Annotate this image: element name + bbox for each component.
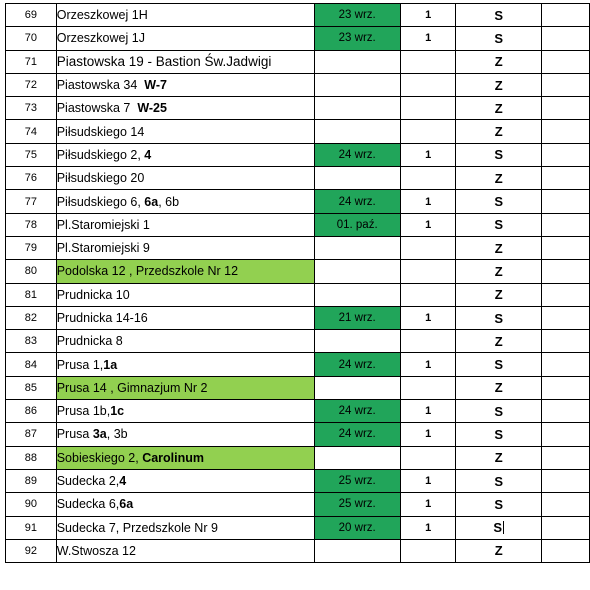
type-code: S [494,426,504,442]
row-number-cell[interactable]: 78 [6,213,57,236]
type-code: Z [494,77,503,93]
type-code: S [493,520,503,536]
type-cell[interactable] [456,493,542,516]
type-cell[interactable] [456,516,542,539]
table-row [6,260,590,283]
row-number-cell[interactable]: 83 [6,330,57,353]
count-cell[interactable]: 1 [400,516,456,539]
type-code: S [494,194,504,210]
table-row [6,353,590,376]
type-code: S [494,473,504,489]
empty-cell[interactable] [542,236,590,259]
row-number-cell[interactable]: 73 [6,97,57,120]
count-cell[interactable] [400,539,456,562]
type-cell[interactable] [456,260,542,283]
date-cell[interactable] [314,539,400,562]
street-text: Sudecka 6, [56,497,120,512]
type-code: S [494,403,504,419]
date-cell[interactable]: 24 wrz. [314,190,400,213]
table-row [6,143,590,166]
type-cell[interactable] [456,50,542,73]
street-cell[interactable] [56,516,314,539]
street-cell[interactable] [56,376,314,399]
type-code: S [494,357,504,373]
empty-cell[interactable] [542,143,590,166]
type-code: Z [494,263,503,279]
empty-cell[interactable] [542,423,590,446]
date-cell[interactable]: 24 wrz. [314,143,400,166]
date-cell[interactable]: 23 wrz. [314,27,400,50]
type-cell[interactable] [456,4,542,27]
type-code: Z [494,543,503,559]
date-cell[interactable] [314,73,400,96]
count-cell[interactable] [400,376,456,399]
date-cell[interactable]: 24 wrz. [314,353,400,376]
street-text: Prusa 1b, [56,404,111,419]
empty-cell[interactable] [542,469,590,492]
street-text: 4 [144,147,152,162]
date-cell[interactable] [314,330,400,353]
empty-cell[interactable] [542,516,590,539]
date-cell[interactable] [314,97,400,120]
street-text: Pl.Staromiejski 1 [56,217,150,232]
row-number-cell[interactable]: 80 [6,260,57,283]
empty-cell[interactable] [542,376,590,399]
count-cell[interactable] [400,330,456,353]
type-code: Z [494,287,503,303]
table-row [6,73,590,96]
street-cell[interactable] [56,330,314,353]
table-row [6,306,590,329]
date-cell[interactable] [314,446,400,469]
street-cell[interactable] [56,260,314,283]
street-text: Piastowska 34 [56,78,145,93]
type-cell[interactable] [456,376,542,399]
count-cell[interactable]: 1 [400,213,456,236]
type-cell[interactable] [456,330,542,353]
type-cell[interactable] [456,190,542,213]
street-text: Podolska 12 , Przedszkole Nr 12 [56,264,239,279]
empty-cell[interactable] [542,120,590,143]
count-cell[interactable]: 1 [400,423,456,446]
street-cell[interactable] [56,190,314,213]
empty-cell[interactable] [542,353,590,376]
street-text: Prudnicka 10 [56,287,130,302]
row-number-cell[interactable]: 74 [6,120,57,143]
row-number-cell[interactable]: 71 [6,50,57,73]
empty-cell[interactable] [542,260,590,283]
empty-cell[interactable] [542,50,590,73]
street-text: Piłsudskiego 6, [56,194,145,209]
date-cell[interactable] [314,167,400,190]
street-text: , 3b [106,427,128,442]
type-cell[interactable] [456,423,542,446]
date-cell[interactable]: 01. paź. [314,213,400,236]
date-cell[interactable] [314,236,400,259]
type-cell[interactable] [456,73,542,96]
street-cell[interactable] [56,446,314,469]
street-cell[interactable] [56,400,314,423]
type-code: Z [494,170,503,186]
count-cell[interactable] [400,260,456,283]
street-text: W.Stwosza 12 [56,543,136,558]
empty-cell[interactable] [542,330,590,353]
street-text: Piłsudskiego 20 [56,171,145,186]
type-code: Z [494,240,503,256]
date-cell[interactable]: 23 wrz. [314,4,400,27]
street-cell[interactable] [56,213,314,236]
street-text: Orzeszkowej 1J [56,31,145,46]
type-cell[interactable] [456,539,542,562]
count-cell[interactable] [400,50,456,73]
type-cell[interactable] [456,27,542,50]
type-cell[interactable] [456,120,542,143]
date-cell[interactable]: 24 wrz. [314,400,400,423]
type-code: Z [494,333,503,349]
street-text: 1c [110,404,125,419]
table-row [6,516,590,539]
type-cell[interactable] [456,167,542,190]
street-cell[interactable] [56,50,314,73]
empty-cell[interactable] [542,97,590,120]
street-text: W-7 [144,78,167,93]
table-row [6,400,590,423]
row-number-cell[interactable]: 70 [6,27,57,50]
street-text: 1a [103,357,118,372]
count-cell[interactable]: 1 [400,27,456,50]
type-cell[interactable] [456,446,542,469]
date-cell[interactable]: 25 wrz. [314,493,400,516]
type-code: S [494,30,504,46]
street-text: Prudnicka 14-16 [56,311,148,325]
row-number-cell[interactable]: 75 [6,143,57,166]
street-text: 6a [119,497,134,512]
type-cell[interactable] [456,306,542,329]
type-code: Z [494,100,503,116]
street-text: Piastowska 19 - Bastion Św.Jadwigi [56,54,272,70]
table-body [6,4,590,563]
table-row [6,213,590,236]
date-cell[interactable]: 25 wrz. [314,469,400,492]
table-row [6,4,590,27]
row-number-cell[interactable]: 90 [6,493,57,516]
street-cell[interactable] [56,469,314,492]
type-cell[interactable] [456,283,542,306]
type-cell[interactable] [456,236,542,259]
street-text: 3a [92,427,107,442]
street-cell[interactable] [56,73,314,96]
street-text: 6a [144,194,159,209]
count-cell[interactable] [400,283,456,306]
date-cell[interactable] [314,50,400,73]
table-row [6,27,590,50]
date-cell[interactable]: 20 wrz. [314,516,400,539]
street-cell[interactable] [56,539,314,562]
empty-cell[interactable] [542,27,590,50]
count-cell[interactable] [400,97,456,120]
empty-cell[interactable] [542,493,590,516]
row-number-cell[interactable]: 72 [6,73,57,96]
street-text: Prusa 14 , Gimnazjum Nr 2 [56,380,208,395]
type-code: S [494,310,504,326]
table-row [6,97,590,120]
type-cell[interactable] [456,353,542,376]
count-cell[interactable] [400,236,456,259]
street-text: Piłsudskiego 14 [56,124,145,139]
street-text: Pl.Staromiejski 9 [56,241,150,256]
street-cell[interactable] [56,493,314,516]
table-row [6,190,590,213]
count-cell[interactable]: 1 [400,493,456,516]
date-cell[interactable]: 24 wrz. [314,423,400,446]
type-cell[interactable] [456,469,542,492]
street-cell[interactable] [56,120,314,143]
street-text: Sobieskiego 2, [56,450,143,465]
type-cell[interactable] [456,400,542,423]
type-cell[interactable] [456,213,542,236]
count-cell[interactable]: 1 [400,306,456,329]
empty-cell[interactable] [542,73,590,96]
type-code: S [494,496,504,512]
empty-cell[interactable] [542,283,590,306]
count-cell[interactable]: 1 [400,353,456,376]
empty-cell[interactable] [542,306,590,329]
type-code: Z [494,380,503,396]
count-cell[interactable] [400,73,456,96]
row-number-cell[interactable]: 86 [6,400,57,423]
type-code: Z [494,450,503,466]
row-number-cell[interactable]: 91 [6,516,57,539]
row-number-cell[interactable]: 79 [6,236,57,259]
count-cell[interactable] [400,120,456,143]
type-cell[interactable] [456,143,542,166]
street-text: Orzeszkowej 1H [56,8,148,23]
table-row [6,236,590,259]
street-cell[interactable] [56,306,314,329]
empty-cell[interactable] [542,190,590,213]
street-cell[interactable] [56,27,314,50]
type-code: S [494,147,504,163]
count-cell[interactable]: 1 [400,400,456,423]
row-number-cell[interactable]: 89 [6,469,57,492]
street-text: Prusa 1, [56,357,104,372]
row-number-cell[interactable]: 85 [6,376,57,399]
type-code: Z [494,54,503,70]
count-cell[interactable]: 1 [400,469,456,492]
empty-cell[interactable] [542,400,590,423]
street-cell[interactable] [56,283,314,306]
street-text: 4 [119,474,127,489]
date-cell[interactable] [314,260,400,283]
date-cell[interactable] [314,120,400,143]
row-number-cell[interactable]: 77 [6,190,57,213]
row-number-cell[interactable]: 82 [6,306,57,329]
table-row [6,539,590,562]
row-number-cell[interactable]: 92 [6,539,57,562]
table-row [6,167,590,190]
count-cell[interactable]: 1 [400,190,456,213]
street-cell[interactable] [56,353,314,376]
row-number-cell[interactable]: 87 [6,423,57,446]
row-number-cell[interactable]: 76 [6,167,57,190]
row-number-cell[interactable]: 81 [6,283,57,306]
empty-cell[interactable] [542,167,590,190]
type-code: Z [494,124,503,140]
row-number-cell[interactable]: 69 [6,4,57,27]
count-cell[interactable] [400,167,456,190]
table-row [6,469,590,492]
table-row [6,50,590,73]
address-table [5,3,590,563]
street-cell[interactable] [56,4,314,27]
empty-cell[interactable] [542,213,590,236]
street-text: Prusa [56,427,93,442]
date-cell[interactable]: 21 wrz. [314,306,400,329]
date-cell[interactable] [314,283,400,306]
street-cell[interactable] [56,167,314,190]
street-text: , 6b [158,194,180,209]
street-text: Prudnicka 8 [56,334,123,349]
street-text: Piastowska 7 [56,101,138,116]
type-code: S [494,217,504,233]
count-cell[interactable] [400,446,456,469]
table-row [6,330,590,353]
street-cell[interactable] [56,143,314,166]
empty-cell[interactable] [542,4,590,27]
table-row [6,423,590,446]
type-cell[interactable] [456,97,542,120]
table-row [6,120,590,143]
street-text: Sudecka 2, [56,474,120,489]
row-number-cell[interactable]: 84 [6,353,57,376]
empty-cell[interactable] [542,446,590,469]
count-cell[interactable]: 1 [400,4,456,27]
table-row [6,283,590,306]
empty-cell[interactable] [542,539,590,562]
table-row [6,493,590,516]
street-cell[interactable] [56,236,314,259]
street-text: Piłsudskiego 2, [56,147,145,162]
street-text: Carolinum [142,450,205,465]
street-cell[interactable] [56,423,314,446]
text-cursor [503,521,504,534]
street-text: Sudecka 7, Przedszkole Nr 9 [56,520,218,535]
street-cell[interactable] [56,97,314,120]
type-code: S [494,7,504,23]
table-row [6,376,590,399]
row-number-cell[interactable]: 88 [6,446,57,469]
count-cell[interactable]: 1 [400,143,456,166]
date-cell[interactable] [314,376,400,399]
street-text: W-25 [137,101,167,116]
table-row [6,446,590,469]
